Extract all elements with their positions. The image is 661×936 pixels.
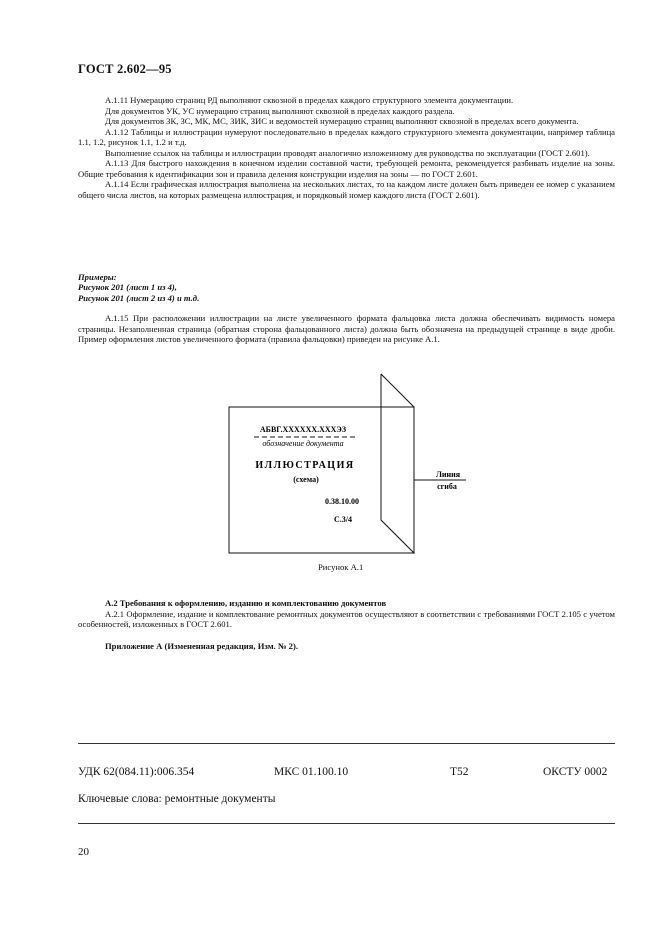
appendix-note: Приложение А (Измененная редакция, Изм. № 2).: [105, 641, 298, 651]
okstu-code: ОКСТУ 0002: [543, 766, 608, 778]
section-a2: [78, 598, 615, 630]
paragraph: А.1.11 Нумерацию страниц РД выполняют сквозной в пределах каждого структурного элемента документации.: [105, 95, 514, 105]
paragraph: А.1.12 Таблицы и иллюстрации нумеруют последовательно в пределах каждого структурного элемента документации, например таблица 1.1, 1.2, рисунок 1.1, 1.2 и т.д.: [78, 126, 615, 148]
fold-line-label-2: сгиба: [437, 482, 457, 491]
footer-bottom-rule: [78, 823, 615, 824]
section-paragraph: А.2.1 Оформление, издание и комплектование ремонтных документов осуществляют в соответствии с требованиями ГОСТ 2.105 с учетом особенностей, изложенных в ГОСТ 2.601.: [78, 608, 615, 630]
folded-panel: [381, 374, 414, 553]
t-code: Т52: [450, 766, 469, 778]
keywords-line: Ключевые слова: ремонтные документы: [78, 793, 276, 805]
example-line: Рисунок 201 (лист 1 из 4),: [78, 282, 177, 293]
figure-caption: Рисунок А.1: [318, 562, 364, 572]
scheme-label: (схема): [293, 475, 319, 484]
paragraph: А.1.15 При расположении иллюстрации на листе увеличенного формата фальцовка листа должна обеспечивать видимость номера страницы. Незаполненная страница (обратная сторона фальцованного листа) должна быть обозначена на предыдущей странице в виде дроби. Пример оформления листов увеличенного формата (правила фальцовки) приведен на рисунке А.1.: [78, 313, 615, 345]
code-label: 0.38.10.00: [325, 497, 359, 506]
illustration-label: ИЛЛЮСТРАЦИЯ: [255, 460, 355, 471]
paragraph: А.1.14 Если графическая иллюстрация выполнена на нескольких листах, то на каждом листе должен быть приведен ее номер с указанием общего числа листов, на которых размещена иллюстрация, и порядковый номер каждого листа (ГОСТ 2.601).: [78, 179, 615, 200]
page-fraction-label: С.3/4: [334, 515, 352, 524]
designation-label: обозначение документа: [262, 439, 344, 448]
paragraph: А.1.13 Для быстрого нахождения в конечном изделии составной части, требующей ремонта, рекомендуется разбивать изделие на зоны. Общие требования к идентификации зон и правила деления конструкции изделия на зоны — по ГОСТ 2.601.: [78, 158, 615, 179]
mks-code: МКС 01.100.10: [274, 766, 349, 778]
document-header: ГОСТ 2.602—95: [78, 62, 172, 76]
page-number: 20: [78, 846, 89, 858]
examples-label: Примеры:: [78, 272, 117, 282]
example-line: Рисунок 201 (лист 2 из 4) и т.д.: [78, 292, 200, 303]
paragraph: Для документов УК, УС нумерацию страниц выполняют сквозной в пределах каждого раздела.: [105, 105, 455, 116]
paragraph: Выполнение ссылок на таблицы и иллюстрации проводят аналогично изложенному для руководства по эксплуатации (ГОСТ 2.601).: [105, 147, 590, 158]
fold-line-label-1: Линия: [435, 470, 461, 479]
paragraph: Для документов ЗК, ЗС, МК, МС, ЗИК, ЗИС и ведомостей нумерацию страниц выполняют сквозной в пределах всего документа.: [105, 116, 579, 127]
footer-top-rule: [78, 743, 615, 744]
udk-code: УДК 62(084.11):006.354: [78, 766, 195, 778]
designation-text: АБВГ.ХХХХХХ.ХХХЭЗ: [259, 425, 347, 434]
section-title: А.2 Требования к оформлению, изданию и комплектованию документов: [105, 598, 387, 608]
